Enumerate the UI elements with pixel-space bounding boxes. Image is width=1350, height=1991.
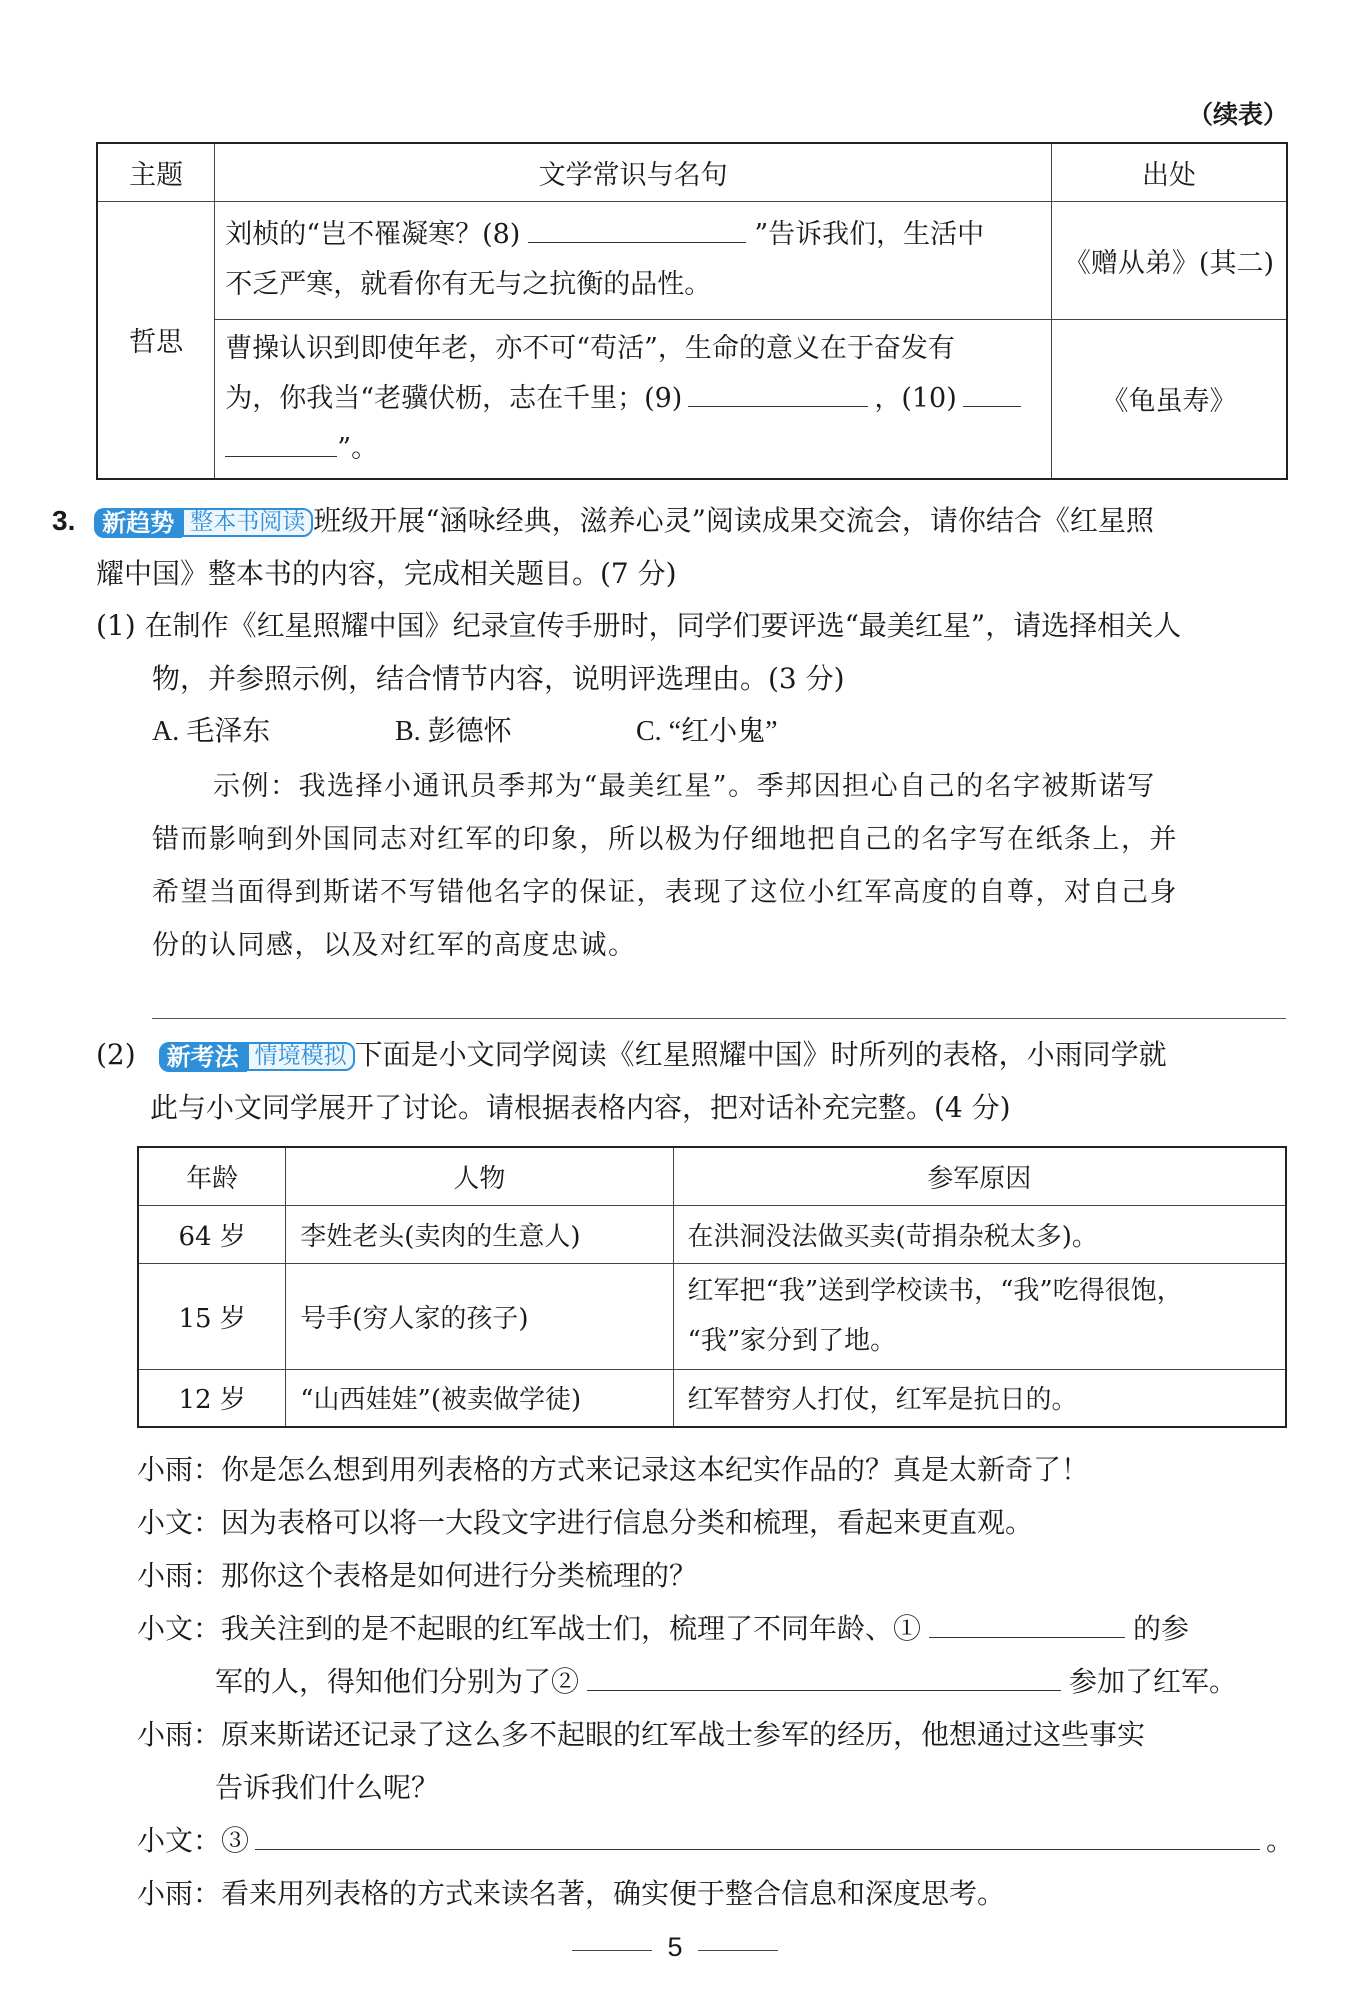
answer-blank-2[interactable]: [587, 1689, 1061, 1691]
page-number-rule-left: [572, 1950, 652, 1951]
header-reason: 参军原因: [673, 1147, 1286, 1205]
header-theme: 主题: [97, 143, 215, 201]
method-badge: 新考法: [159, 1042, 247, 1072]
age-cell: 15 岁: [138, 1263, 286, 1369]
page-number: 5: [667, 1932, 683, 1962]
sub1-line1: (1) 在制作《红星照耀中国》纪录宣传手册时，同学们要评选“最美红星”，请选择相关人: [96, 609, 1182, 642]
option-b[interactable]: B. 彭德怀: [395, 716, 512, 747]
header-age: 年龄: [138, 1147, 286, 1205]
dialogue-text: 的参: [1133, 1612, 1190, 1645]
dialogue-text: 小文：③: [137, 1824, 250, 1857]
example-line: 份的认同感，以及对红军的高度忠诚。: [152, 930, 637, 961]
q3-intro-2: 耀中国》整本书的内容，完成相关题目。(7 分): [96, 557, 677, 590]
example-line: 希望当面得到斯诺不写错他名字的保证，表现了这位小红军高度的自尊，对自己身: [152, 877, 1178, 908]
page-number-rule-right: [698, 1950, 778, 1951]
person-cell: 李姓老头(卖肉的生意人): [286, 1205, 673, 1263]
literature-table: [96, 142, 1288, 480]
dialogue-text: 。: [1266, 1824, 1295, 1857]
answer-line-sub1[interactable]: [152, 1018, 1286, 1019]
trend-badge-sub: 整本书阅读: [182, 508, 313, 537]
dialogue-line: [215, 1665, 1238, 1698]
reason-cell: 红军替穷人打仗，红军是抗日的。: [673, 1369, 1286, 1427]
row2-line1: 曹操认识到即使年老，亦不可“苟活”，生命的意义在于奋发有: [225, 332, 955, 364]
sub2-label: (2): [96, 1038, 136, 1071]
row2-line2: 为，你我当“老骥伏枥，志在千里；(9): [225, 382, 683, 414]
table-row: [215, 201, 1052, 319]
option-c[interactable]: C. “红小鬼”: [636, 716, 778, 747]
row1-line2: 不乏严寒，就看你有无与之抗衡的品性。: [225, 269, 712, 300]
option-a[interactable]: A. 毛泽东: [152, 716, 271, 747]
table-row: [138, 1369, 1286, 1427]
dialogue-line: [137, 1824, 1295, 1857]
example-line: 示例：我选择小通讯员季邦为“最美红星”。季邦因担心自己的名字被斯诺写: [213, 771, 1156, 802]
sub2-text-1: 下面是小文同学阅读《红星照耀中国》时所列的表格，小雨同学就: [354, 1038, 1167, 1071]
trend-badge: 新趋势: [94, 508, 182, 538]
sub2-line2: 此与小文同学展开了讨论。请根据表格内容，把对话补充完整。(4 分): [150, 1091, 1011, 1124]
example-line: 错而影响到外国同志对红军的印象，所以极为仔细地把自己的名字写在纸条上，并: [152, 824, 1178, 855]
dialogue-text: 参加了红军。: [1069, 1665, 1238, 1698]
source-cell: 《龟虽寿》: [1051, 319, 1287, 479]
row2-line2-mid: ，(10): [874, 382, 957, 414]
dialogue-line: 小雨：那你这个表格是如何进行分类梳理的？: [137, 1559, 698, 1592]
dialogue-line: 小雨：原来斯诺还记录了这么多不起眼的红军战士参军的经历，他想通过这些事实: [137, 1718, 1146, 1751]
question-3-line1: [52, 504, 1154, 538]
header-knowledge: 文学常识与名句: [215, 143, 1052, 201]
soldier-table: [137, 1146, 1287, 1428]
person-cell: 号手(穷人家的孩子): [286, 1263, 673, 1369]
table-row: [215, 319, 1052, 479]
dialogue-text: 军的人，得知他们分别为了②: [215, 1665, 580, 1698]
age-cell: 64 岁: [138, 1205, 286, 1263]
reason-line: 红军把“我”送到学校读书，“我”吃得很饱，: [687, 1276, 1183, 1306]
sub1-line2: 物，并参照示例，结合情节内容，说明评选理由。(3 分): [152, 662, 845, 695]
header-source: 出处: [1051, 143, 1287, 201]
continued-label: （续表）: [1187, 100, 1288, 129]
dialogue-line: 告诉我们什么呢？: [215, 1771, 440, 1804]
answer-blank-1[interactable]: [929, 1636, 1125, 1638]
reason-cell: 在洪洞没法做买卖(苛捐杂税太多)。: [673, 1205, 1286, 1263]
sub2-line1: [96, 1038, 1167, 1072]
source-cell: 《赠从弟》(其二): [1051, 201, 1287, 319]
dialogue-line: 小文：因为表格可以将一大段文字进行信息分类和梳理，看起来更直观。: [137, 1506, 1034, 1539]
dialogue-line: 小雨：你是怎么想到用列表格的方式来记录这本纪实作品的？真是太新奇了！: [137, 1453, 1090, 1486]
age-cell: 12 岁: [138, 1369, 286, 1427]
answer-blank-9[interactable]: [688, 405, 868, 407]
method-badge-sub: 情境模拟: [247, 1042, 355, 1071]
question-number: 3.: [52, 505, 76, 536]
dialogue-line: [137, 1612, 1190, 1645]
reason-line: “我”家分到了地。: [687, 1326, 897, 1356]
row1-line1: 刘桢的“岂不罹凝寒？(8): [225, 219, 521, 250]
q3-intro-1: 班级开展“涵咏经典，滋养心灵”阅读成果交流会，请你结合《红星照: [313, 504, 1154, 537]
table-row: [138, 1205, 1286, 1263]
reason-cell: [673, 1263, 1286, 1369]
answer-blank-3[interactable]: [255, 1848, 1260, 1850]
row1-line1-after: ”告诉我们，生活中: [754, 219, 985, 250]
answer-blank-10a[interactable]: [963, 405, 1021, 407]
header-person: 人物: [286, 1147, 673, 1205]
dialogue-line: 小雨：看来用列表格的方式来读名著，确实便于整合信息和深度思考。: [137, 1877, 1006, 1910]
theme-cell: 哲思: [97, 201, 215, 479]
table-row: [138, 1263, 1286, 1369]
person-cell: “山西娃娃”(被卖做学徒): [286, 1369, 673, 1427]
dialogue-text: 小文：我关注到的是不起眼的红军战士们，梳理了不同年龄、①: [137, 1612, 922, 1645]
answer-blank-8[interactable]: [528, 241, 746, 243]
row2-line3-end: ”。: [337, 432, 379, 464]
answer-blank-10b[interactable]: [225, 455, 337, 457]
